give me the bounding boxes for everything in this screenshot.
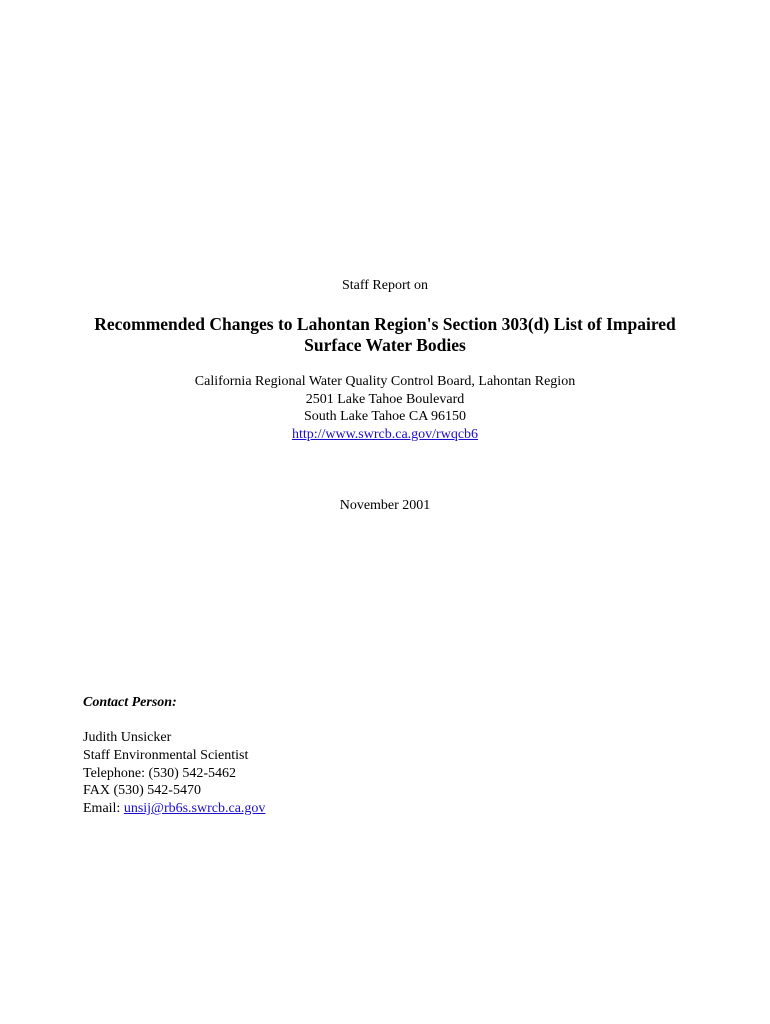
contact-email-row — [83, 800, 265, 818]
organization-name: California Regional Water Quality Control Board, Lahontan Region — [194, 374, 576, 389]
email-link[interactable]: unsij@rb6s.swrcb.ca.gov — [123, 801, 266, 817]
organization-block — [0, 373, 770, 443]
report-title — [0, 314, 770, 356]
contact-email-label: Email: — [83, 801, 124, 817]
contact-fax: FAX (530) 542-5470 — [83, 783, 201, 799]
contact-name: Judith Unsicker — [83, 730, 172, 745]
report-intro: Staff Report on — [341, 278, 429, 293]
contact-telephone: Telephone: (530) 542-5462 — [83, 765, 236, 781]
report-title-line-2: Surface Water Bodies — [304, 335, 466, 355]
address-line-1: 2501 Lake Tahoe Boulevard — [305, 391, 465, 407]
report-date: November 2001 — [339, 498, 431, 513]
report-title-line-1: Recommended Changes to Lahontan Region's Section 303(d) List of Impaired — [94, 314, 676, 334]
contact-details — [83, 729, 265, 818]
website-link[interactable]: http://www.swrcb.ca.gov/rwqcb6 — [291, 426, 479, 442]
contact-role: Staff Environmental Scientist — [83, 747, 249, 763]
address-line-2: South Lake Tahoe CA 96150 — [303, 409, 467, 424]
contact-heading: Contact Person: — [83, 695, 177, 710]
